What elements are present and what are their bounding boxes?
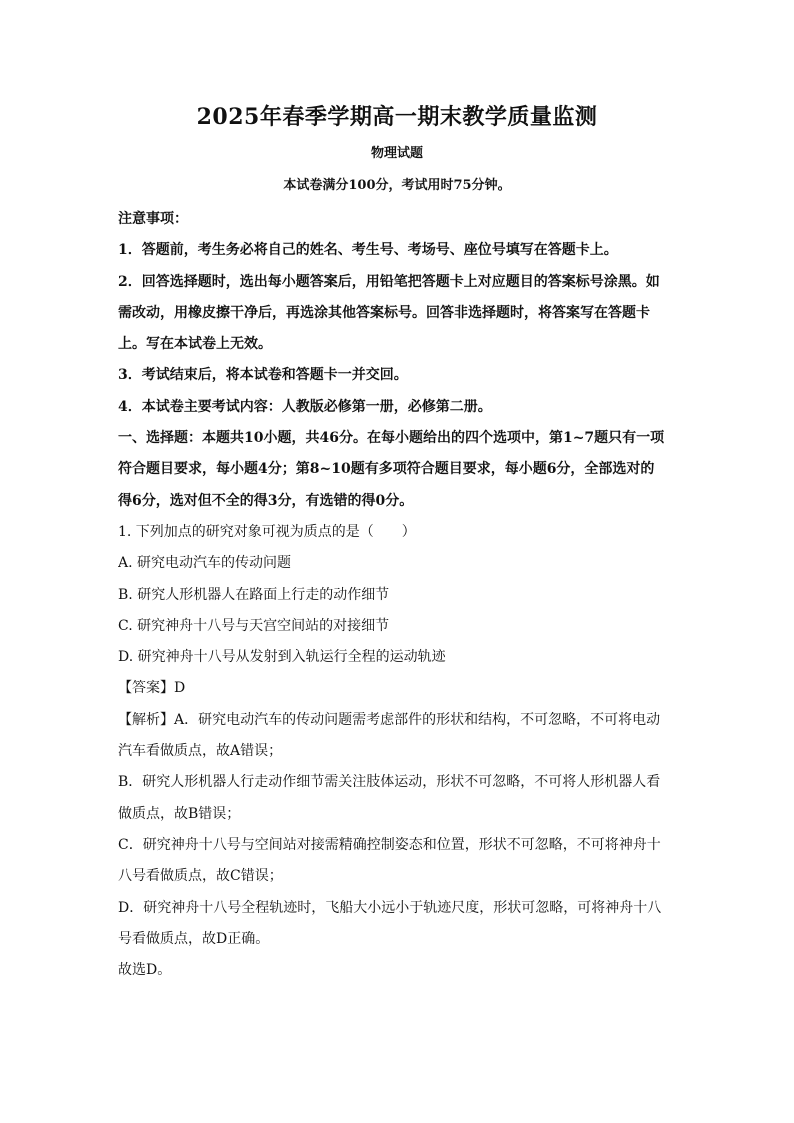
section-intro-line: 一、选择题：本题共10小题，共46分。在每小题给出的四个选项中，第1~7题只有一项 (118, 430, 665, 447)
notice-line: 3．考试结束后，将本试卷和答题卡一并交回。 (118, 367, 408, 384)
notice-line: 2．回答选择题时，选出每小题答案后，用铅笔把答题卡上对应题目的答案标号涂黑。如 (118, 273, 660, 290)
notice-heading: 注意事项： (118, 211, 188, 227)
exam-info: 本试卷满分100分，考试用时75分钟。 (283, 178, 511, 193)
section-intro-line: 得6分，选对但不全的得3分，有选错的得0分。 (118, 492, 414, 509)
subject-title: 物理试题 (370, 146, 423, 161)
analysis-line: 汽车看做质点，故A错误； (118, 743, 283, 760)
document-title: 2025年春季学期高一期末教学质量监测 (196, 104, 598, 130)
answer-option: D. 研究神舟十八号从发射到入轨运行全程的运动轨迹 (118, 649, 446, 666)
analysis-line: D．研究神舟十八号全程轨迹时，飞船大小远小于轨迹尺度，形状可忽略，可将神舟十八 (118, 899, 662, 916)
notice-line: 4．本试卷主要考试内容：人教版必修第一册，必修第二册。 (118, 398, 492, 415)
question-stem: 1. 下列加点的研究对象可视为质点的是（ ） (118, 523, 416, 540)
notice-line: 需改动，用橡皮擦干净后，再选涂其他答案标号。回答非选择题时，将答案写在答题卡 (118, 304, 650, 321)
notice-line: 1．答题前，考生务必将自己的姓名、考生号、考场号、座位号填写在答题卡上。 (118, 242, 618, 259)
analysis-line: C．研究神舟十八号与空间站对接需精确控制姿态和位置，形状不可忽略，不可将神舟十 (118, 836, 661, 853)
analysis-line: 八号看做质点，故C错误； (118, 868, 283, 885)
document-body (118, 204, 678, 986)
conclusion-line: 故选D。 (118, 962, 172, 979)
analysis-line: 【解析】A．研究电动汽车的传动问题需考虑部件的形状和结构，不可忽略，不可将电动 (118, 711, 661, 728)
analysis-line: B．研究人形机器人行走动作细节需关注肢体运动，形状不可忽略，不可将人形机器人看 (118, 774, 661, 791)
analysis-line: 号看做质点，故D正确。 (118, 930, 270, 947)
answer-option: B. 研究人形机器人在路面上行走的动作细节 (118, 586, 390, 603)
answer-option: A. 研究电动汽车的传动问题 (118, 555, 292, 572)
analysis-line: 做质点，故B错误； (118, 805, 241, 822)
notice-line: 上。写在本试卷上无效。 (118, 336, 272, 353)
answer-line: 【答案】D (118, 680, 186, 697)
answer-option: C. 研究神舟十八号与天宫空间站的对接细节 (118, 617, 390, 634)
section-intro-line: 符合题目要求，每小题4分；第8~10题有多项符合题目要求，每小题6分，全部选对的 (118, 461, 655, 478)
